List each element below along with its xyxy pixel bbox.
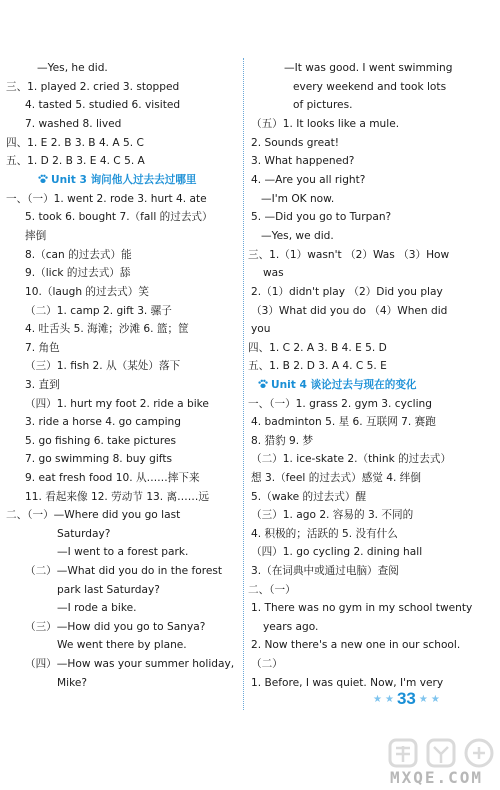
answer-text: 7. washed 8. lived xyxy=(25,118,122,130)
answer-text: （四）1. hurt my foot 2. ride a bike xyxy=(25,398,209,410)
answer-line xyxy=(25,210,213,224)
answer-line xyxy=(25,490,209,504)
answer-line xyxy=(57,527,110,541)
answer-text: was xyxy=(263,267,284,279)
answer-text: park last Saturday? xyxy=(57,584,160,596)
answer-text: 四、1. C 2. A 3. B 4. E 5. D xyxy=(248,342,387,354)
answer-text: 2. Sounds great! xyxy=(251,137,339,149)
answer-text: （二）1. ice-skate 2.（think 的过去式） xyxy=(251,453,452,465)
answer-text: 9.（lick 的过去式）舔 xyxy=(25,267,131,279)
answer-text: 3. 直到 xyxy=(25,379,60,391)
answer-line xyxy=(25,285,149,299)
answer-line xyxy=(25,657,234,671)
unit-heading xyxy=(258,378,417,392)
answer-text: —Yes, he did. xyxy=(37,62,108,74)
answer-text: you xyxy=(251,323,271,335)
answer-line xyxy=(25,452,172,466)
answer-line xyxy=(251,657,283,671)
answer-text: （二） xyxy=(251,658,283,670)
answer-line xyxy=(248,359,387,373)
answer-line xyxy=(57,676,87,690)
star-icon: ★ xyxy=(430,693,440,705)
answer-text: —I went to a forest park. xyxy=(57,546,189,558)
answer-line xyxy=(6,136,144,150)
answer-text: 9. eat fresh food 10. 从……摔下来 xyxy=(25,472,200,484)
answer-text: 四、1. E 2. B 3. B 4. A 5. C xyxy=(6,137,144,149)
answer-text: 二、（一） xyxy=(248,584,296,596)
answer-line xyxy=(25,564,222,578)
answer-text: 3. ride a horse 4. go camping xyxy=(25,416,181,428)
answer-line xyxy=(25,359,180,373)
answer-line xyxy=(25,117,121,131)
answer-line xyxy=(248,341,387,355)
answer-text: 1. There was no gym in my school twenty xyxy=(251,602,473,614)
answer-text: —I'm OK now. xyxy=(261,193,335,205)
paw-icon xyxy=(258,379,268,389)
answer-text: 5. took 6. bought 7.（fall 的过去式） xyxy=(25,211,213,223)
answer-line xyxy=(284,61,453,75)
answer-text: （五）1. It looks like a mule. xyxy=(251,118,400,130)
answer-text: 2. Now there's a new one in our school. xyxy=(251,639,461,651)
answer-line xyxy=(57,638,187,652)
answer-line xyxy=(25,98,180,112)
answer-line xyxy=(251,117,399,131)
unit-heading-text: Unit 4 谈论过去与现在的变化 xyxy=(271,379,417,391)
answer-line xyxy=(25,248,132,262)
paw-icon xyxy=(38,174,48,184)
answer-line xyxy=(293,80,446,94)
answer-line xyxy=(57,545,188,559)
answer-text: 三、1. played 2. cried 3. stopped xyxy=(6,81,180,93)
answer-line xyxy=(251,173,365,187)
answer-text: —Yes, we did. xyxy=(261,230,334,242)
answer-line xyxy=(251,638,460,652)
answer-line xyxy=(251,601,472,615)
answer-line xyxy=(251,545,422,559)
answer-text: 4. 吐舌头 5. 海滩；沙滩 6. 篮；筐 xyxy=(25,323,189,335)
answer-line xyxy=(6,508,180,522)
answer-text: 3.（在词典中或通过电脑）查阅 xyxy=(251,565,399,577)
answer-line xyxy=(25,471,200,485)
answer-line xyxy=(251,434,313,448)
answer-line xyxy=(248,583,296,597)
answer-text: Saturday? xyxy=(57,528,111,540)
answer-text: 想 3.（feel 的过去式）感觉 4. 绊倒 xyxy=(251,472,421,484)
unit-heading-text: Unit 3 询问他人过去去过哪里 xyxy=(51,174,197,186)
answer-text: 11. 看起来像 12. 劳动节 13. 离……远 xyxy=(25,491,209,503)
answer-text: 三、1.（1）wasn't （2）Was （3）How xyxy=(248,249,450,261)
answer-line xyxy=(263,620,318,634)
answer-text: 5. —Did you go to Turpan? xyxy=(251,211,392,223)
answer-text: 摔倒 xyxy=(25,230,47,242)
watermark-logo xyxy=(388,736,496,770)
answer-text: 五、1. D 2. B 3. E 4. C 5. A xyxy=(6,155,145,167)
answer-line xyxy=(25,341,60,355)
answer-text: 8.（can 的过去式）能 xyxy=(25,249,132,261)
answer-line xyxy=(251,676,443,690)
answer-text: 7. 角色 xyxy=(25,342,60,354)
answer-line xyxy=(251,415,436,429)
answer-text: 二、（一）—Where did you go last xyxy=(6,509,181,521)
star-icon: ★ xyxy=(373,693,382,705)
column-divider xyxy=(243,58,244,710)
watermark-url: MXQE.COM xyxy=(390,768,484,787)
answer-line xyxy=(261,229,334,243)
answer-line xyxy=(6,80,179,94)
answer-line xyxy=(25,378,60,392)
answer-line xyxy=(25,397,209,411)
answer-line xyxy=(248,248,449,262)
answer-text: years ago. xyxy=(263,621,319,633)
answer-line xyxy=(25,229,46,243)
answer-text: （二）—What did you do in the forest xyxy=(25,565,223,577)
answer-text: of pictures. xyxy=(293,99,353,111)
answer-line xyxy=(251,210,391,224)
answer-text: —It was good. I went swimming xyxy=(284,62,453,74)
answer-line xyxy=(6,192,207,206)
star-icon: ★ xyxy=(384,693,394,705)
answer-line xyxy=(251,322,270,336)
page-number: 33 xyxy=(396,689,416,708)
answer-line xyxy=(251,285,443,299)
answer-line xyxy=(251,527,398,541)
answer-line xyxy=(261,192,334,206)
answer-text: 一、（一）1. went 2. rode 3. hurt 4. ate xyxy=(6,193,207,205)
answer-text: （四）1. go cycling 2. dining hall xyxy=(251,546,423,558)
answer-text: （3）What did you do （4）When did xyxy=(251,305,448,317)
answer-line xyxy=(25,322,189,336)
answer-line xyxy=(251,508,413,522)
answer-line xyxy=(57,583,160,597)
answer-text: 8. 猎豹 9. 梦 xyxy=(251,435,314,447)
answer-line xyxy=(25,304,172,318)
answer-text: 5. go fishing 6. take pictures xyxy=(25,435,176,447)
answer-text: 5.（wake 的过去式）醒 xyxy=(251,491,367,503)
answer-line xyxy=(251,490,366,504)
answer-line xyxy=(251,452,451,466)
answer-text: —I rode a bike. xyxy=(57,602,137,614)
answer-line xyxy=(293,98,352,112)
answer-text: 2.（1）didn't play （2）Did you play xyxy=(251,286,443,298)
answer-text: 4. 积极的；活跃的 5. 没有什么 xyxy=(251,528,398,540)
answer-text: （四）—How was your summer holiday, xyxy=(25,658,235,670)
answer-text: Mike? xyxy=(57,677,87,689)
unit-heading xyxy=(38,173,197,187)
answer-text: 4. badminton 5. 星 6. 互联网 7. 赛跑 xyxy=(251,416,436,428)
star-icon: ★ xyxy=(418,693,428,705)
answer-line xyxy=(25,415,181,429)
answer-line xyxy=(251,471,421,485)
answer-text: 7. go swimming 8. buy gifts xyxy=(25,453,172,465)
answer-line xyxy=(251,136,339,150)
answer-text: 10.（laugh 的过去式）笑 xyxy=(25,286,149,298)
answer-line xyxy=(263,266,284,280)
answer-line xyxy=(25,620,205,634)
answer-line xyxy=(251,564,399,578)
answer-text: 一、（一）1. grass 2. gym 3. cycling xyxy=(248,398,432,410)
answer-text: 4. —Are you all right? xyxy=(251,174,366,186)
answer-line xyxy=(25,434,176,448)
answer-line xyxy=(251,154,354,168)
answer-text: （三）—How did you go to Sanya? xyxy=(25,621,206,633)
answer-text: We went there by plane. xyxy=(57,639,187,651)
answer-line xyxy=(57,601,136,615)
answer-line xyxy=(25,266,130,280)
page-number-area xyxy=(373,689,440,709)
answer-text: （二）1. camp 2. gift 3. 骡子 xyxy=(25,305,172,317)
answer-text: 五、1. B 2. D 3. A 4. C 5. E xyxy=(248,360,387,372)
answer-text: 4. tasted 5. studied 6. visited xyxy=(25,99,181,111)
answer-text: 1. Before, I was quiet. Now, I'm very xyxy=(251,677,444,689)
answer-line xyxy=(6,154,145,168)
answer-line xyxy=(251,304,447,318)
answer-text: 3. What happened? xyxy=(251,155,355,167)
answer-text: （三）1. fish 2. 从（某处）落下 xyxy=(25,360,181,372)
answer-line xyxy=(248,397,432,411)
answer-text: every weekend and took lots xyxy=(293,81,447,93)
answer-line xyxy=(37,61,108,75)
answer-text: （三）1. ago 2. 容易的 3. 不同的 xyxy=(251,509,414,521)
